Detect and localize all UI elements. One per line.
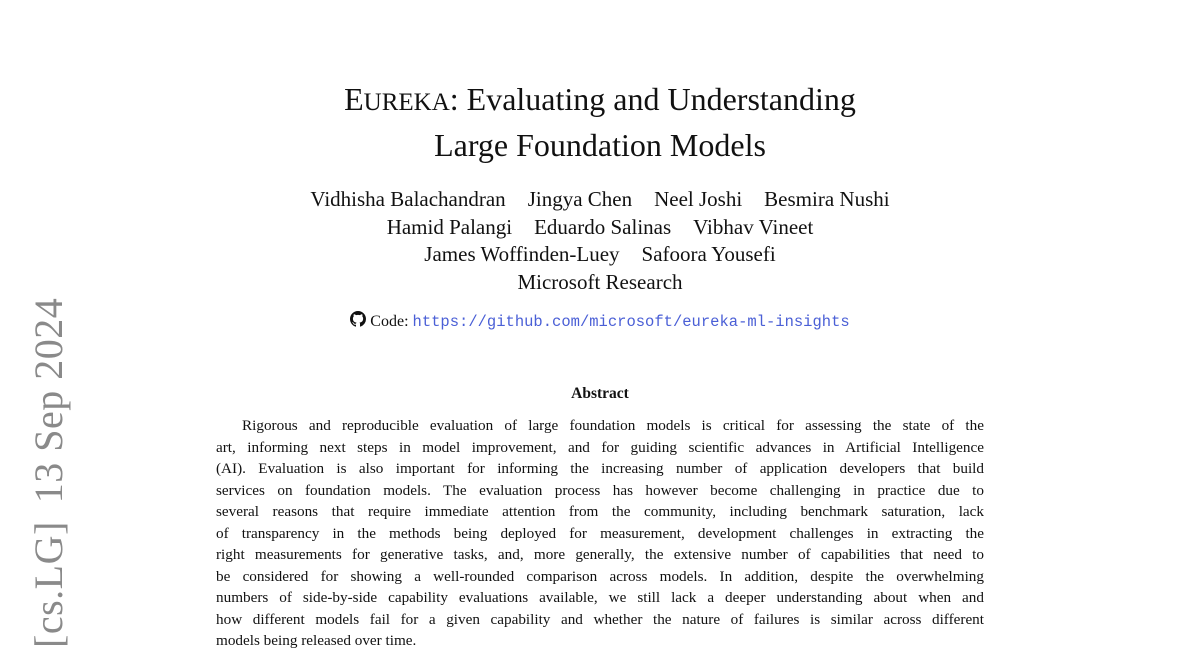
abstract-line: right measurements for generative tasks, and, more generally, the extensive number of capabilities that need to <box>216 546 984 563</box>
abstract-line: be considered for showing a well-rounded comparison across models. In addition, despite the overwhelming <box>216 567 984 585</box>
abstract-line: several reasons that require immediate attention from the community, including benchmark saturation, lack <box>216 503 984 520</box>
title-name-initial: E <box>344 81 364 117</box>
author-row-2 <box>0 214 1200 242</box>
author: Vidhisha Balachandran <box>310 187 506 211</box>
arxiv-category: [cs.LG] <box>26 521 71 648</box>
code-url-link[interactable]: https://github.com/microsoft/eureka-ml-insights <box>412 313 850 331</box>
code-label: Code: <box>370 313 409 330</box>
abstract-body <box>216 415 984 652</box>
author: Jingya Chen <box>527 187 633 211</box>
author-block <box>0 186 1200 296</box>
abstract-line: models being released over time. <box>216 632 417 649</box>
code-link-line <box>0 311 1200 333</box>
author: Safoora Yousefi <box>641 242 776 266</box>
abstract-line: (AI). Evaluation is also important for informing the increasing number of application developers that build <box>216 460 984 477</box>
author-row-3 <box>0 241 1200 269</box>
title-line-1 <box>0 78 1200 124</box>
author: Hamid Palangi <box>386 214 513 239</box>
affiliation: Microsoft Research <box>517 269 683 294</box>
abstract-line: of transparency in the methods being deployed for measurement, development challenges in extracting the <box>216 524 984 542</box>
paper-title <box>0 78 1200 166</box>
author: Besmira Nushi <box>764 187 890 211</box>
author-row-1 <box>0 186 1200 214</box>
title-line-1-rest: : Evaluating and Understanding <box>449 81 856 117</box>
author: Eduardo Salinas <box>534 214 672 239</box>
abstract-line: numbers of side-by-side capability evaluations available, we still lack a deeper understanding about when and <box>216 589 984 606</box>
author: Vibhav Vineet <box>693 214 814 239</box>
author: Neel Joshi <box>654 187 743 211</box>
abstract-line: Rigorous and reproducible evaluation of large foundation models is critical for assessing the state of the <box>242 417 984 434</box>
abstract-line: how different models fail for a given capability and whether the nature of failures is similar across different <box>216 610 984 628</box>
abstract-line: art, informing next steps in model improvement, and for guiding scientific advances in Artificial Intelligence <box>216 438 984 456</box>
arxiv-date: 13 Sep 2024 <box>26 297 71 504</box>
abstract-line: services on foundation models. The evaluation process has however become challenging in practice due to <box>216 481 984 499</box>
title-line-2: Large Foundation Models <box>434 127 766 163</box>
author: James Woffinden-Luey <box>424 242 620 266</box>
arxiv-stamp <box>26 297 71 648</box>
abstract-heading: Abstract <box>571 385 629 402</box>
title-name-rest: UREKA <box>363 89 450 116</box>
github-icon <box>350 311 366 327</box>
